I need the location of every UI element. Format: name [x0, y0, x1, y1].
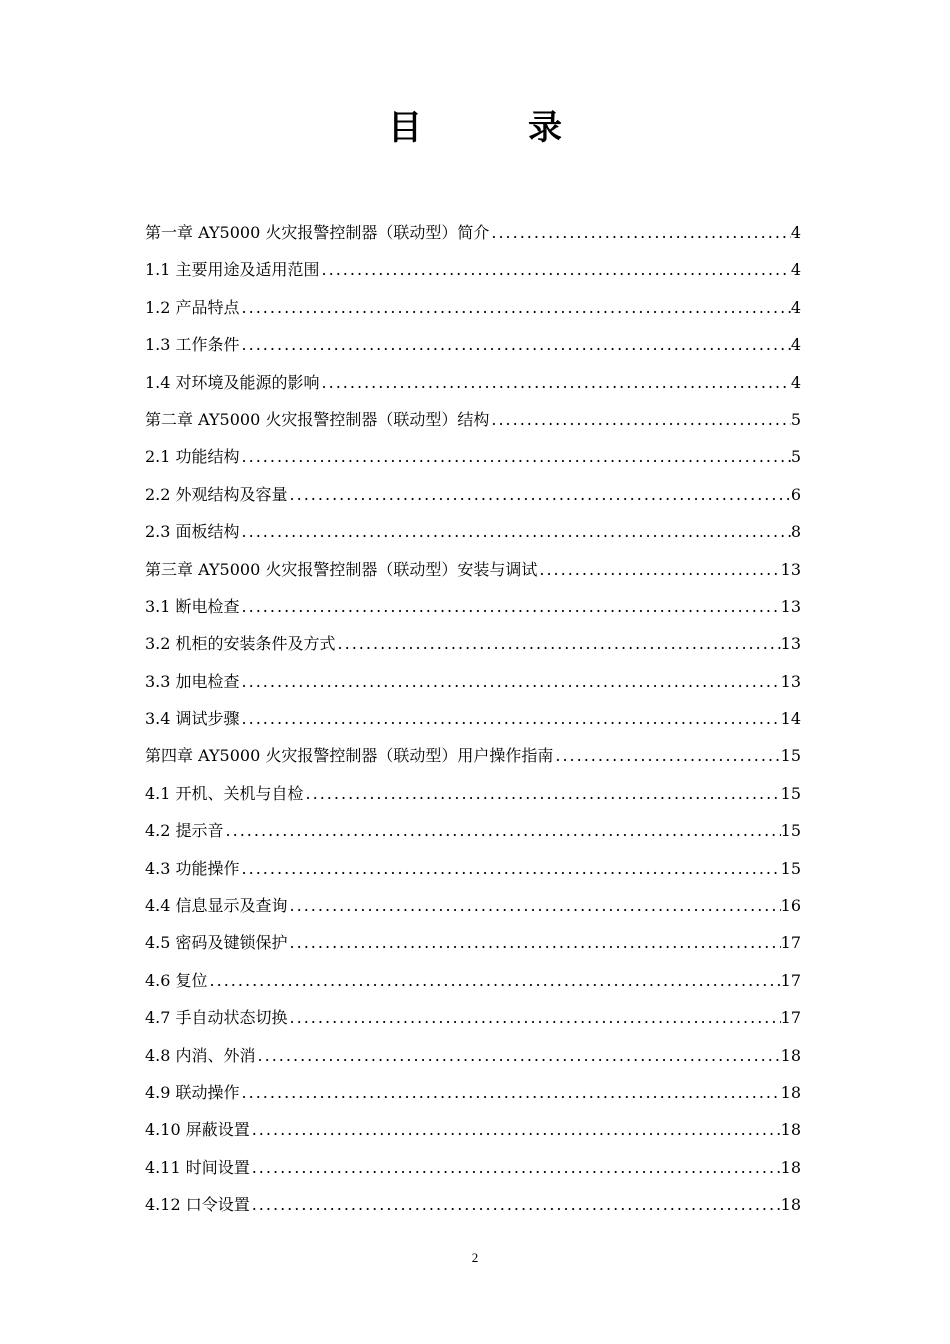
toc-leader-dots: [320, 364, 791, 401]
toc-leader-dots: [240, 438, 791, 475]
toc-entry-label: 4.1 开机、关机与自检: [145, 783, 304, 803]
title-char-1: 目: [388, 108, 422, 148]
toc-entry-page: 13: [780, 634, 801, 654]
toc-leader-dots: [240, 850, 781, 887]
toc-entry-label: 4.5 密码及键锁保护: [145, 933, 288, 953]
toc-entry-page: 4: [790, 297, 801, 317]
toc-leader-dots: [240, 289, 791, 326]
toc-entry-page: 16: [780, 896, 801, 916]
toc-entry-label: 4.7 手自动状态切换: [145, 1008, 288, 1028]
toc-leader-dots: [240, 326, 791, 363]
toc-leader-dots: [489, 401, 790, 438]
toc-leader-dots: [250, 1149, 781, 1186]
toc-entry-page: 4: [790, 372, 801, 392]
toc-entry-page: 5: [790, 409, 801, 429]
toc-entry-page: 15: [780, 746, 801, 766]
toc-entry-label: 2.3 面板结构: [145, 522, 240, 542]
toc-entry[interactable]: [145, 663, 801, 700]
toc-leader-dots: [240, 513, 791, 550]
toc-entry-label: 第一章 AY5000 火灾报警控制器（联动型）简介: [145, 222, 490, 242]
toc-leader-dots: [224, 812, 781, 849]
toc-entry[interactable]: [145, 214, 801, 251]
page-title: [0, 100, 950, 149]
toc-entry-label: 第二章 AY5000 火灾报警控制器（联动型）结构: [145, 409, 490, 429]
toc-entry[interactable]: [145, 924, 801, 961]
toc-entry[interactable]: [145, 438, 801, 475]
toc-entry-label: 2.1 功能结构: [145, 447, 240, 467]
toc-leader-dots: [320, 251, 791, 288]
toc-entry-label: 4.8 内消、外消: [145, 1045, 256, 1065]
toc-entry[interactable]: [145, 551, 801, 588]
toc-leader-dots: [208, 962, 781, 999]
toc-entry-label: 第四章 AY5000 火灾报警控制器（联动型）用户操作指南: [145, 746, 554, 766]
toc-entry[interactable]: [145, 737, 801, 774]
table-of-contents: [145, 214, 801, 1224]
toc-leader-dots: [240, 700, 781, 737]
toc-entry-page: 4: [790, 260, 801, 280]
toc-entry-page: 5: [790, 447, 801, 467]
toc-entry[interactable]: [145, 401, 801, 438]
toc-entry-page: 4: [790, 222, 801, 242]
toc-leader-dots: [336, 625, 781, 662]
toc-entry-label: 1.2 产品特点: [145, 297, 240, 317]
toc-entry-page: 6: [790, 484, 801, 504]
toc-leader-dots: [288, 999, 781, 1036]
toc-leader-dots: [250, 1111, 781, 1148]
toc-leader-dots: [240, 588, 781, 625]
toc-entry[interactable]: [145, 364, 801, 401]
toc-entry-label: 3.3 加电检查: [145, 671, 240, 691]
toc-entry-label: 4.10 屏蔽设置: [145, 1120, 250, 1140]
toc-entry-label: 4.2 提示音: [145, 821, 224, 841]
toc-entry-page: 17: [780, 970, 801, 990]
toc-entry-page: 13: [780, 671, 801, 691]
toc-leader-dots: [288, 476, 791, 513]
toc-entry[interactable]: [145, 326, 801, 363]
toc-entry-page: 15: [780, 821, 801, 841]
toc-entry-label: 3.2 机柜的安装条件及方式: [145, 634, 336, 654]
toc-entry-label: 4.3 功能操作: [145, 858, 240, 878]
toc-entry[interactable]: [145, 1149, 801, 1186]
toc-entry-label: 4.6 复位: [145, 970, 208, 990]
toc-entry[interactable]: [145, 812, 801, 849]
toc-entry-page: 13: [780, 596, 801, 616]
toc-entry-page: 18: [780, 1082, 801, 1102]
toc-entry[interactable]: [145, 625, 801, 662]
page-number: 2: [471, 1250, 479, 1265]
toc-entry-label: 4.11 时间设置: [145, 1157, 250, 1177]
toc-leader-dots: [250, 1186, 781, 1223]
toc-entry-page: 18: [780, 1195, 801, 1215]
toc-leader-dots: [288, 924, 781, 961]
toc-entry[interactable]: [145, 513, 801, 550]
toc-entry-label: 4.4 信息显示及查询: [145, 896, 288, 916]
toc-leader-dots: [288, 887, 781, 924]
toc-entry-page: 18: [780, 1045, 801, 1065]
toc-entry[interactable]: [145, 700, 801, 737]
toc-entry[interactable]: [145, 962, 801, 999]
toc-leader-dots: [304, 775, 781, 812]
toc-entry-label: 2.2 外观结构及容量: [145, 484, 288, 504]
toc-entry-label: 4.12 口令设置: [145, 1195, 250, 1215]
toc-entry[interactable]: [145, 476, 801, 513]
toc-entry-page: 18: [780, 1157, 801, 1177]
toc-entry-page: 13: [780, 559, 801, 579]
toc-entry-page: 18: [780, 1120, 801, 1140]
toc-entry-page: 17: [780, 933, 801, 953]
toc-leader-dots: [240, 1074, 781, 1111]
toc-entry[interactable]: [145, 251, 801, 288]
toc-entry[interactable]: [145, 1186, 801, 1223]
toc-entry[interactable]: [145, 289, 801, 326]
toc-entry-label: 3.4 调试步骤: [145, 709, 240, 729]
toc-entry-page: 15: [780, 783, 801, 803]
toc-entry[interactable]: [145, 850, 801, 887]
toc-entry[interactable]: [145, 1037, 801, 1074]
toc-entry-page: 15: [780, 858, 801, 878]
toc-entry[interactable]: [145, 775, 801, 812]
toc-leader-dots: [553, 737, 780, 774]
toc-entry[interactable]: [145, 1074, 801, 1111]
toc-entry-label: 4.9 联动操作: [145, 1082, 240, 1102]
toc-entry[interactable]: [145, 1111, 801, 1148]
toc-entry-label: 3.1 断电检查: [145, 596, 240, 616]
toc-entry-page: 17: [780, 1008, 801, 1028]
toc-leader-dots: [537, 551, 780, 588]
title-char-2: 录: [528, 108, 562, 148]
toc-entry-page: 8: [790, 522, 801, 542]
toc-leader-dots: [240, 663, 781, 700]
toc-entry-page: 4: [790, 335, 801, 355]
toc-leader-dots: [256, 1037, 781, 1074]
toc-entry-label: 1.3 工作条件: [145, 335, 240, 355]
toc-entry-page: 14: [780, 709, 801, 729]
toc-entry-label: 1.4 对环境及能源的影响: [145, 372, 320, 392]
toc-entry-label: 第三章 AY5000 火灾报警控制器（联动型）安装与调试: [145, 559, 538, 579]
toc-leader-dots: [489, 214, 790, 251]
toc-entry-label: 1.1 主要用途及适用范围: [145, 260, 320, 280]
toc-entry[interactable]: [145, 588, 801, 625]
toc-entry[interactable]: [145, 999, 801, 1036]
toc-entry[interactable]: [145, 887, 801, 924]
